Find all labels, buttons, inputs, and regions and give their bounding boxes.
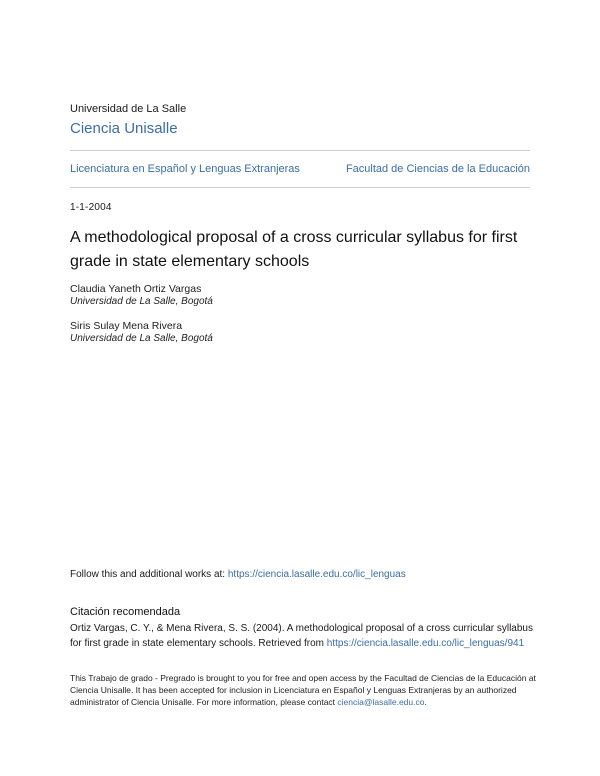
contact-email-link[interactable]: ciencia@lasalle.edu.co	[337, 697, 425, 707]
author-block	[70, 320, 213, 344]
follow-text: Follow this and additional works at:	[70, 569, 228, 580]
department-link[interactable]: Licenciatura en Español y Lenguas Extranjeras	[70, 163, 300, 175]
author-block	[70, 283, 213, 307]
bottom-divider	[70, 187, 530, 188]
follow-line	[70, 569, 406, 580]
collection-link[interactable]: https://ciencia.lasalle.edu.co/lic_lenguas	[227, 569, 406, 580]
author-name: Siris Sulay Mena Rivera	[70, 320, 183, 332]
citation-text: Ortiz Vargas, C. Y., & Mena Rivera, S. S. (2004). A methodological proposal of a cross curricular syllabus for first grade in state elementary schools. Retrieved from	[70, 623, 533, 649]
institution-name: Universidad de La Salle	[70, 103, 187, 115]
author-affiliation: Universidad de La Salle, Bogotá	[70, 333, 213, 344]
publication-date: 1-1-2004	[70, 202, 112, 213]
author-name: Claudia Yaneth Ortiz Vargas	[70, 283, 202, 295]
author-affiliation: Universidad de La Salle, Bogotá	[70, 296, 213, 307]
faculty-link[interactable]: Facultad de Ciencias de la Educación	[345, 163, 530, 175]
access-notice-end: .	[424, 697, 427, 707]
access-notice-text: This Trabajo de grado - Pregrado is brought to you for free and open access by the Facultad de Ciencias de la Educación at Ciencia Unisalle. It has been accepted for inclusion in Licenciatura en Español y Lenguas Extranjeras by an authorized administrator of Ciencia Unisalle. For more information, please contact	[70, 673, 536, 707]
repository-link[interactable]: Ciencia Unisalle	[70, 120, 178, 137]
citation-link[interactable]: https://ciencia.lasalle.edu.co/lic_lenguas/941	[326, 638, 525, 649]
top-divider	[70, 150, 530, 151]
access-notice	[70, 672, 540, 708]
citation-heading: Citación recomendada	[70, 606, 181, 618]
document-title: A methodological proposal of a cross curricular syllabus for first grade in state elementary schools	[70, 229, 518, 270]
citation-body	[70, 621, 540, 651]
